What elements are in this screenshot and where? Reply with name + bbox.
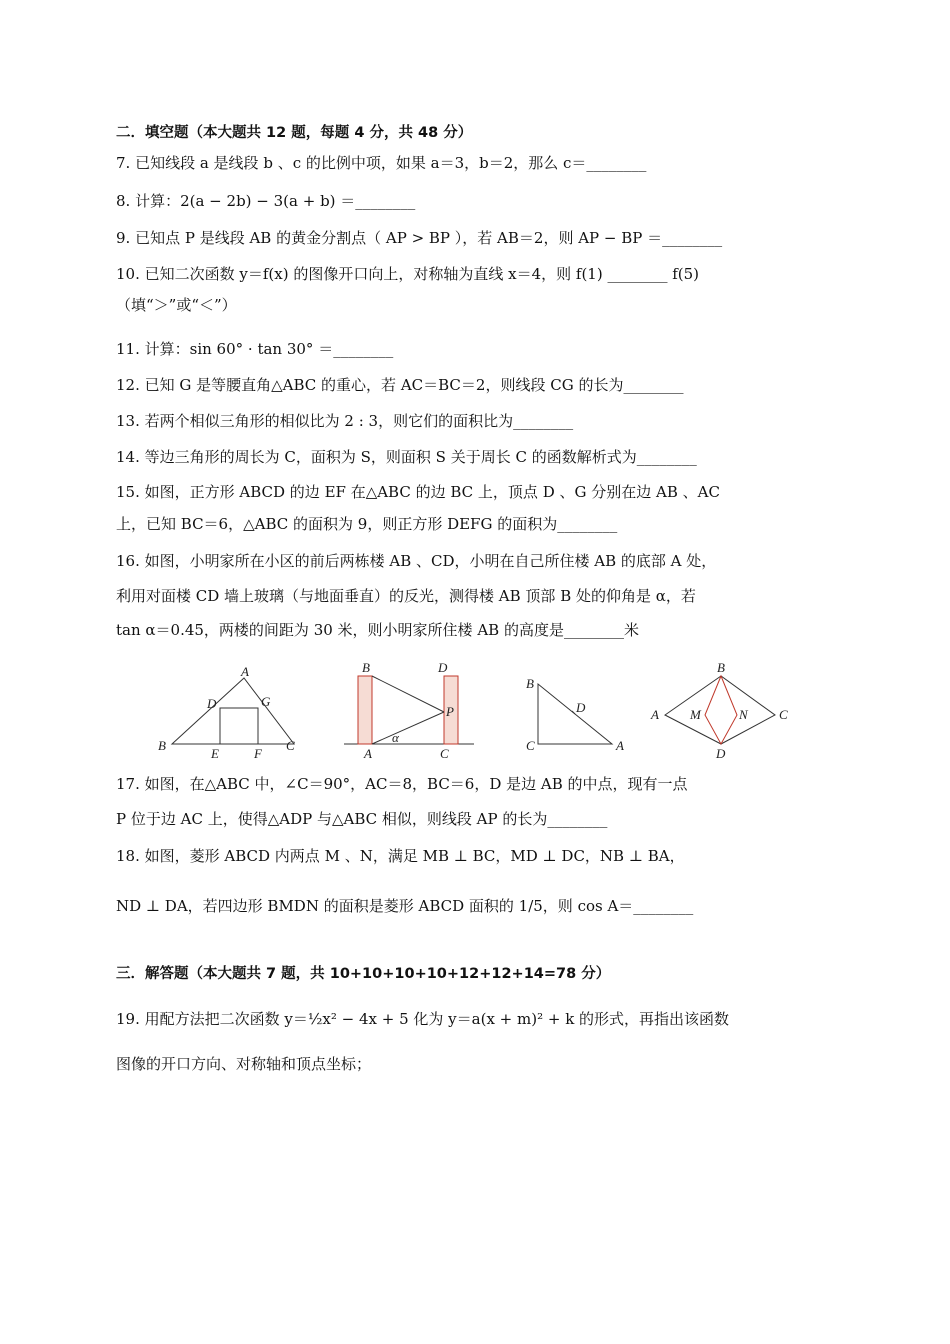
section-2-title: 二．填空题（本大题共 12 题，每题 4 分，共 48 分） [116, 125, 473, 141]
figure-17 [520, 660, 630, 760]
fig16-label-A: A [364, 746, 372, 761]
fig18-label-D: D [716, 746, 726, 761]
fig16-label-P: P [446, 704, 454, 719]
question-10: 10. 已知二次函数 y＝f(x) 的图像开口向上，对称轴为直线 x＝4，则 f(1) ________ f(5) [116, 265, 700, 283]
fig17-label-A: A [616, 738, 624, 753]
question-16: 16. 如图，小明家所在小区的前后两栋楼 AB 、CD，小明在自己所住楼 AB 的底部 A 处， [116, 552, 717, 570]
figure-16 [340, 660, 480, 765]
question-14: 14. 等边三角形的周长为 C，面积为 S，则面积 S 关于周长 C 的函数解析式为________ [116, 448, 697, 466]
figure-18 [645, 660, 795, 765]
fig18-label-N: N [739, 707, 748, 722]
question-13: 13. 若两个相似三角形的相似比为 2 : 3，则它们的面积比为________ [116, 412, 574, 430]
fig18-label-C: C [779, 707, 788, 722]
fig15-label-C: C [286, 738, 295, 753]
fig17-label-D: D [576, 700, 586, 715]
fig15-label-A: A [241, 664, 249, 679]
question-17-cont: P 位于边 AC 上，使得△ADP 与△ABC 相似，则线段 AP 的长为________ [116, 810, 608, 828]
fig17-label-C: C [526, 738, 535, 753]
fig17-label-B: B [526, 676, 534, 691]
question-12: 12. 已知 G 是等腰直角△ABC 的重心，若 AC＝BC＝2，则线段 CG 的长为________ [116, 376, 684, 394]
question-18: 18. 如图，菱形 ABCD 内两点 M 、N，满足 MB ⊥ BC，MD ⊥ DC，NB ⊥ BA， [116, 847, 685, 865]
question-19-cont: 图像的开口方向、对称轴和顶点坐标； [116, 1055, 372, 1073]
question-7: 7. 已知线段 a 是线段 b 、c 的比例中项，如果 a＝3，b＝2，那么 c＝________ [116, 154, 647, 172]
question-9: 9. 已知点 P 是线段 AB 的黄金分割点（ AP > BP ），若 AB＝2，则 AP − BP ＝________ [116, 229, 723, 247]
fig15-label-D: D [207, 696, 217, 711]
building-ab [358, 676, 372, 744]
question-19: 19. 用配方法把二次函数 y＝½x² − 4x + 5 化为 y＝a(x + m)² + k 的形式，再指出该函数 [116, 1010, 730, 1028]
figure-15 [150, 660, 310, 760]
fig18-label-M: M [690, 707, 701, 722]
fig18-label-B: B [717, 660, 725, 675]
fig15-label-G: G [261, 694, 271, 709]
question-15-cont: 上，已知 BC＝6，△ABC 的面积为 9，则正方形 DEFG 的面积为________ [116, 515, 618, 533]
question-18-cont: ND ⊥ DA，若四边形 BMDN 的面积是菱形 ABCD 面积的 1/5，则 cos A＝________ [116, 897, 694, 915]
fig16-label-D: D [438, 660, 448, 675]
question-11: 11. 计算：sin 60° · tan 30° ＝________ [116, 340, 394, 358]
question-16-cont1: 利用对面楼 CD 墙上玻璃（与地面垂直）的反光，测得楼 AB 顶部 B 处的仰角是 α，若 [116, 587, 696, 605]
fig18-label-A: A [651, 707, 659, 722]
question-10-hint: （填“＞”或“＜”） [116, 296, 237, 314]
question-16-cont2: tan α＝0.45，两楼的间距为 30 米，则小明家所住楼 AB 的高度是________米 [116, 621, 639, 639]
question-8: 8. 计算：2(a − 2b) − 3(a + b) ＝________ [116, 192, 416, 210]
fig16-label-B: B [362, 660, 370, 675]
question-17: 17. 如图，在△ABC 中，∠C＝90°，AC＝8，BC＝6，D 是边 AB 的中点，现有一点 [116, 775, 688, 793]
fig15-label-F: F [254, 746, 262, 760]
question-15: 15. 如图，正方形 ABCD 的边 EF 在△ABC 的边 BC 上，顶点 D 、G 分别在边 AB 、AC [116, 483, 720, 501]
fig15-label-B: B [158, 738, 166, 753]
quad-bmdn [705, 676, 737, 744]
section-3-title: 三．解答题（本大题共 7 题，共 10+10+10+10+12+12+14=78 分） [116, 966, 611, 982]
fig16-label-alpha: α [392, 730, 399, 745]
fig16-label-C: C [440, 746, 449, 761]
fig15-label-E: E [211, 746, 219, 760]
